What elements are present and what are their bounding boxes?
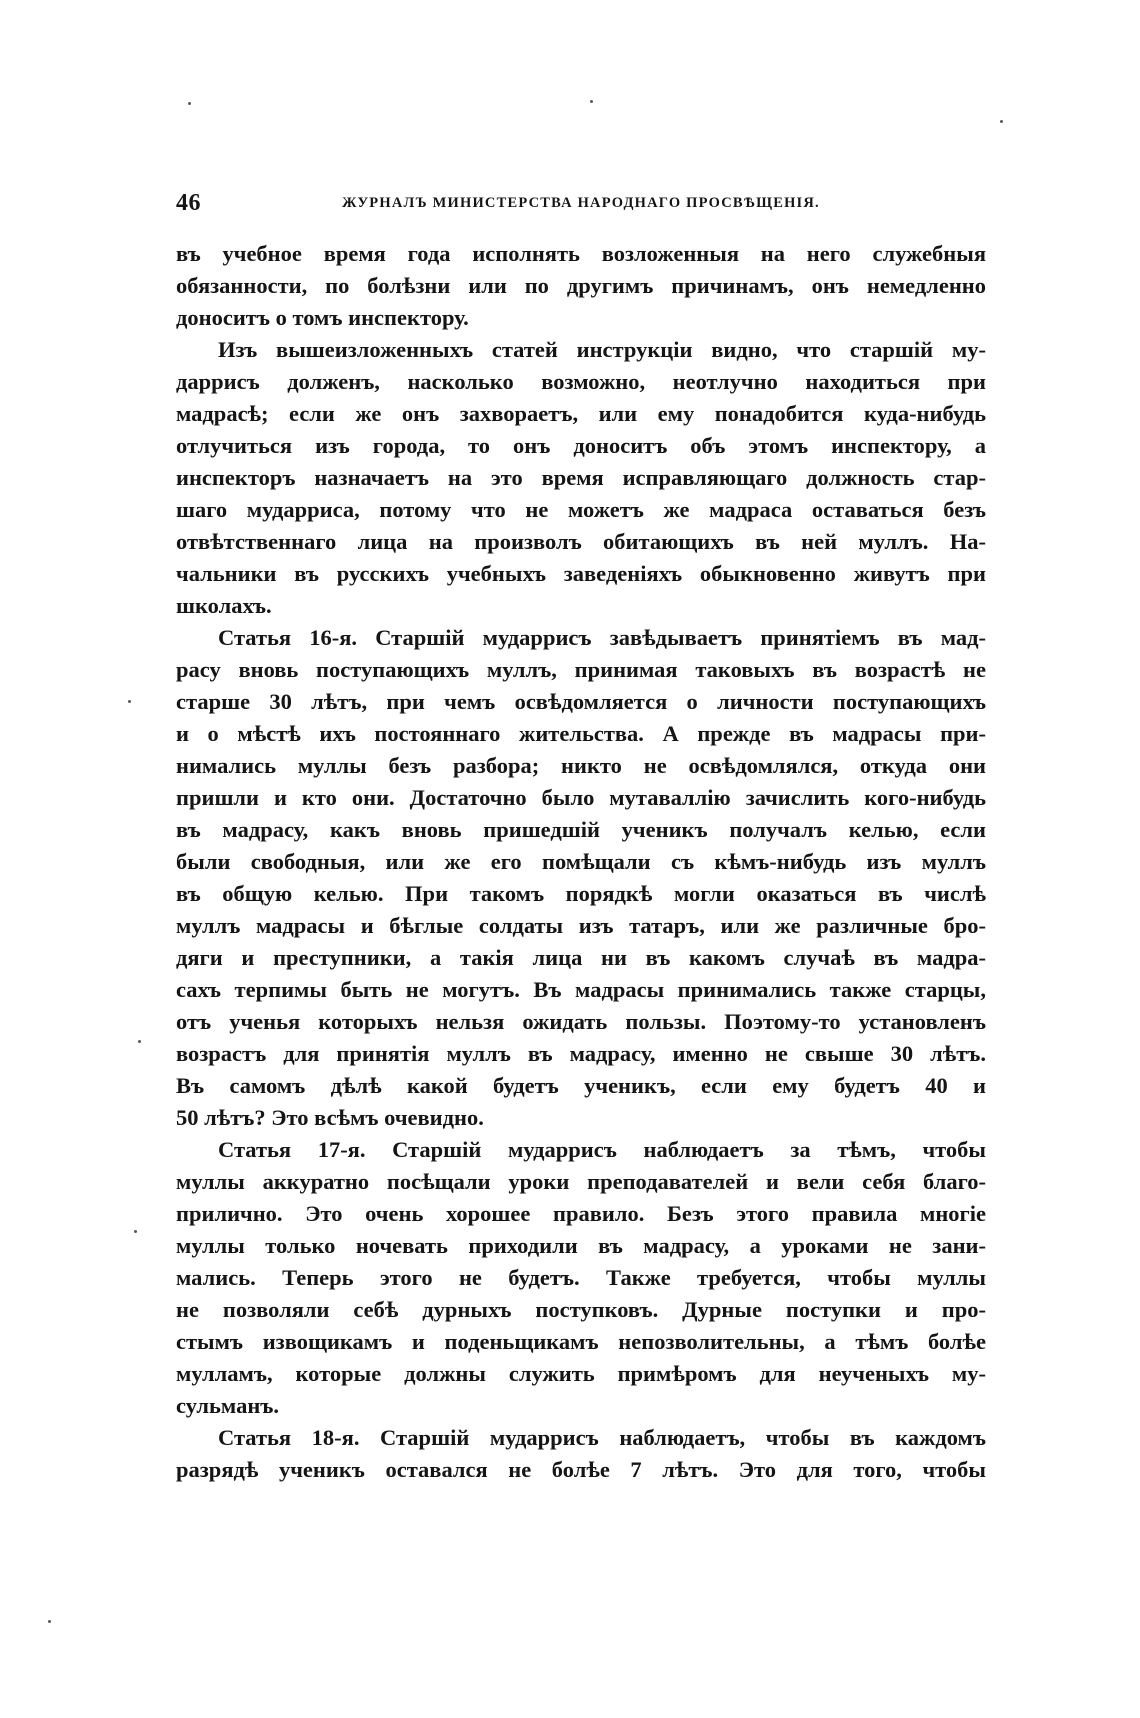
text-line: не позволяли себѣ дурныхъ поступковъ. Дурные поступки и про- (176, 1297, 986, 1322)
text-line: муллъ мадрасы и бѣглые солдаты изъ татаръ, или же различные бро- (176, 913, 986, 938)
text-line: старше 30 лѣтъ, при чемъ освѣдомляется о личности поступающихъ (176, 689, 986, 714)
text-line: въ мадрасу, какъ вновь пришедшій ученикъ получалъ келью, если (176, 817, 986, 842)
text-line: пришли и кто они. Достаточно было мутаваллію зачислить кого-нибудь (176, 785, 986, 810)
scan-speck (590, 100, 593, 103)
page-number: 46 (176, 190, 201, 216)
text-line: Въ самомъ дѣлѣ какой будетъ ученикъ, если ему будетъ 40 и (176, 1073, 986, 1098)
text-line: муллы аккуратно посѣщали уроки преподавателей и вели себя благо- (176, 1169, 986, 1194)
text-line: нимались муллы безъ разбора; никто не освѣдомлялся, откуда они (176, 753, 986, 778)
text-line: обязанности, по болѣзни или по другимъ причинамъ, онъ немедленно (176, 273, 986, 298)
text-line: въ учебное время года исполнять возложенныя на него служебныя (176, 241, 986, 266)
body-text (176, 238, 986, 1486)
paragraph-start-line: Изъ вышеизложенныхъ статей инструкціи видно, что старшій му- (218, 337, 986, 362)
text-line: мадрасѣ; если же онъ захвораетъ, или ему понадобится куда-нибудь (176, 401, 986, 426)
running-title: ЖУРНАЛЪ МИНИСТЕРСТВА НАРОДНАГО ПРОСВѢЩЕНІЯ. (342, 195, 820, 211)
text-line: возрастъ для принятія муллъ въ мадрасу, именно не свыше 30 лѣтъ. (176, 1041, 986, 1066)
text-line: шаго мударриса, потому что не можетъ же мадраса оставаться безъ (176, 497, 986, 522)
text-line: и о мѣстѣ ихъ постояннаго жительства. А прежде въ мадрасы при- (176, 721, 986, 746)
text-line: сахъ терпимы быть не могутъ. Въ мадрасы принимались также старцы, (176, 977, 986, 1002)
text-line: муллы только ночевать приходили въ мадрасу, а уроками не зани- (176, 1233, 986, 1258)
scan-speck (1000, 120, 1003, 123)
text-line: отъ ученья которыхъ нельзя ожидать пользы. Поэтому-то установленъ (176, 1009, 986, 1034)
text-line: 50 лѣтъ? Это всѣмъ очевидно. (176, 1105, 484, 1130)
text-line: школахъ. (176, 593, 272, 618)
paragraph-start-line: Статья 18-я. Старшій мударрисъ наблюдаетъ, чтобы въ каждомъ (218, 1425, 986, 1450)
scan-speck (188, 102, 191, 105)
text-line: доноситъ о томъ инспектору. (176, 305, 469, 330)
scan-speck (48, 1620, 51, 1623)
paragraph-start-line: Статья 17-я. Старшій мударрисъ наблюдаетъ за тѣмъ, чтобы (218, 1137, 986, 1162)
text-line: отлучиться изъ города, то онъ доноситъ объ этомъ инспектору, а (176, 433, 986, 458)
scan-speck (138, 1040, 141, 1043)
text-line: прилично. Это очень хорошее правило. Безъ этого правила многіе (176, 1201, 986, 1226)
text-line: отвѣтственнаго лица на произволъ обитающихъ въ ней муллъ. На- (176, 529, 986, 554)
text-line: сульманъ. (176, 1393, 280, 1418)
page-header (176, 190, 986, 220)
text-line: чальники въ русскихъ учебныхъ заведеніяхъ обыкновенно живутъ при (176, 561, 986, 586)
text-line: мались. Теперь этого не будетъ. Также требуется, чтобы муллы (176, 1265, 986, 1290)
text-line: были свободныя, или же его помѣщали съ кѣмъ-нибудь изъ муллъ (176, 849, 986, 874)
text-line: стымъ извощикамъ и поденьщикамъ непозволительны, а тѣмъ болѣе (176, 1329, 986, 1354)
paragraph-start-line: Статья 16-я. Старшій мударрисъ завѣдываетъ принятіемъ въ мад- (218, 625, 986, 650)
text-line: расу вновь поступающихъ муллъ, принимая таковыхъ въ возрастѣ не (176, 657, 986, 682)
scan-speck (128, 700, 131, 703)
text-line: даррисъ долженъ, насколько возможно, неотлучно находиться при (176, 369, 986, 394)
text-line: въ общую келью. При такомъ порядкѣ могли оказаться въ числѣ (176, 881, 986, 906)
scan-speck (134, 1230, 137, 1233)
text-line: мулламъ, которые должны служить примѣромъ для неученыхъ му- (176, 1361, 986, 1386)
text-line: дяги и преступники, а такія лица ни въ какомъ случаѣ въ мадра- (176, 945, 986, 970)
text-line: разрядѣ ученикъ оставался не болѣе 7 лѣтъ. Это для того, чтобы (176, 1457, 986, 1482)
text-line: инспекторъ назначаетъ на это время исправляющаго должность стар- (176, 465, 986, 490)
